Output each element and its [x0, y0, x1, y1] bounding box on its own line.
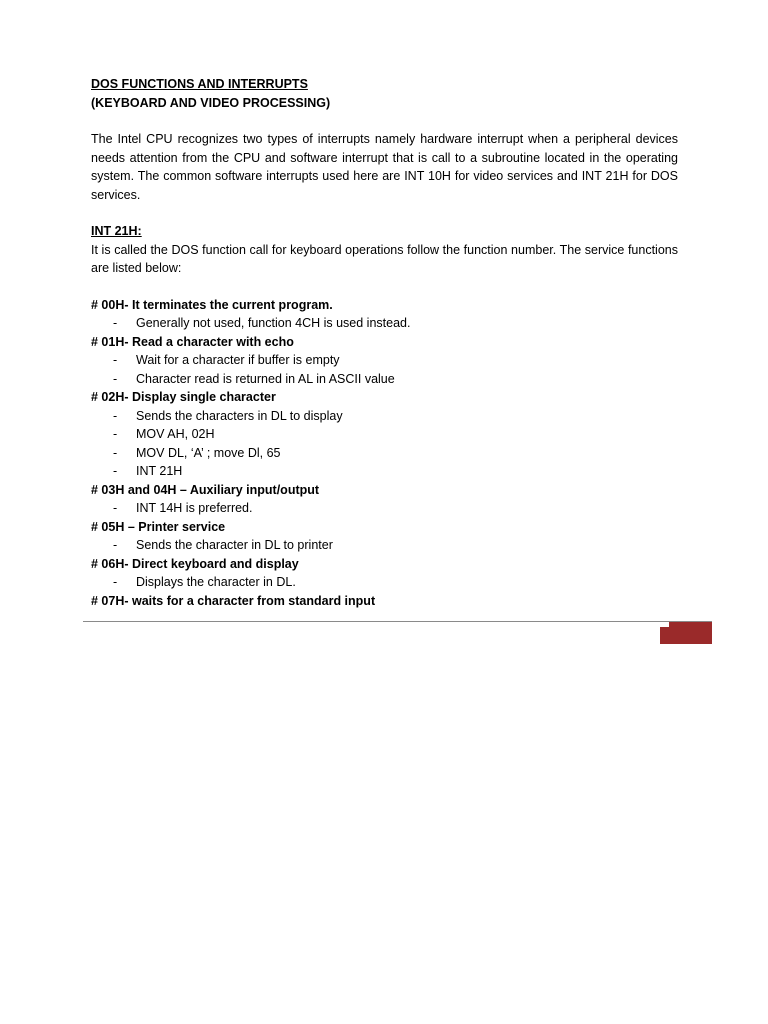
- function-details-list: [91, 407, 678, 481]
- function-heading: # 07H- waits for a character from standard input: [91, 593, 376, 608]
- function-heading: # 02H- Display single character: [91, 390, 276, 404]
- document-subtitle: (KEYBOARD AND VIDEO PROCESSING): [91, 95, 331, 110]
- intro-paragraph: The Intel CPU recognizes two types of interrupts namely hardware interrupt when a peripheral devices needs attention from the CPU and software interrupt that is call to a subroutine located in the operating system. The common software interrupts used here are INT 10H for video services and INT 21H for DOS services.: [91, 132, 678, 202]
- list-item: [91, 499, 678, 518]
- bullet-dash: -: [113, 464, 118, 478]
- function-heading: # 00H- It terminates the current program.: [91, 297, 333, 312]
- list-item: [91, 407, 678, 426]
- list-item: [91, 314, 678, 333]
- list-item: [91, 370, 678, 389]
- bullet-dash: -: [113, 575, 118, 589]
- footer-tab-notch: [660, 622, 669, 627]
- function-heading: # 06H- Direct keyboard and display: [91, 556, 299, 571]
- function-heading: # 03H and 04H – Auxiliary input/output: [91, 482, 320, 497]
- list-item-text: Generally not used, function 4CH is used instead.: [136, 316, 411, 330]
- function-details-list: [91, 314, 678, 333]
- bullet-dash: -: [113, 408, 118, 423]
- list-item: [91, 425, 678, 444]
- list-item: [91, 536, 678, 555]
- list-item-text: MOV DL, ‘A’ ; move Dl, 65: [136, 445, 281, 460]
- document-title: DOS FUNCTIONS AND INTERRUPTS: [91, 77, 308, 91]
- list-item-text: Character read is returned in AL in ASCII value: [136, 371, 395, 386]
- function-details-list: [91, 351, 678, 388]
- list-item-text: Sends the character in DL to printer: [136, 538, 333, 552]
- list-item-text: INT 14H is preferred.: [136, 501, 253, 515]
- list-item: [91, 351, 678, 370]
- list-item: [91, 462, 678, 481]
- list-item: [91, 444, 678, 463]
- bullet-dash: -: [113, 316, 118, 330]
- function-heading: # 01H- Read a character with echo: [91, 334, 294, 349]
- section-heading: INT 21H:: [91, 224, 142, 238]
- function-list: [91, 296, 678, 611]
- bullet-dash: -: [113, 445, 118, 460]
- bullet-dash: -: [113, 353, 118, 367]
- bullet-dash: -: [113, 501, 118, 515]
- section-intro-paragraph: It is called the DOS function call for keyboard operations follow the function number. The service functions are listed below:: [91, 242, 678, 275]
- list-item-text: Displays the character in DL.: [136, 575, 296, 589]
- bullet-dash: -: [113, 371, 118, 386]
- function-details-list: [91, 499, 678, 518]
- function-details-list: [91, 536, 678, 555]
- bullet-dash: -: [113, 538, 118, 552]
- function-heading: # 05H – Printer service: [91, 519, 226, 534]
- list-item-text: MOV AH, 02H: [136, 427, 215, 441]
- list-item-text: Wait for a character if buffer is empty: [136, 353, 340, 367]
- list-item: [91, 573, 678, 592]
- list-item-text: Sends the characters in DL to display: [136, 408, 343, 423]
- list-item-text: INT 21H: [136, 464, 183, 478]
- footer-rule: [83, 621, 712, 622]
- function-details-list: [91, 573, 678, 592]
- document-body: [91, 75, 678, 610]
- bullet-dash: -: [113, 427, 118, 441]
